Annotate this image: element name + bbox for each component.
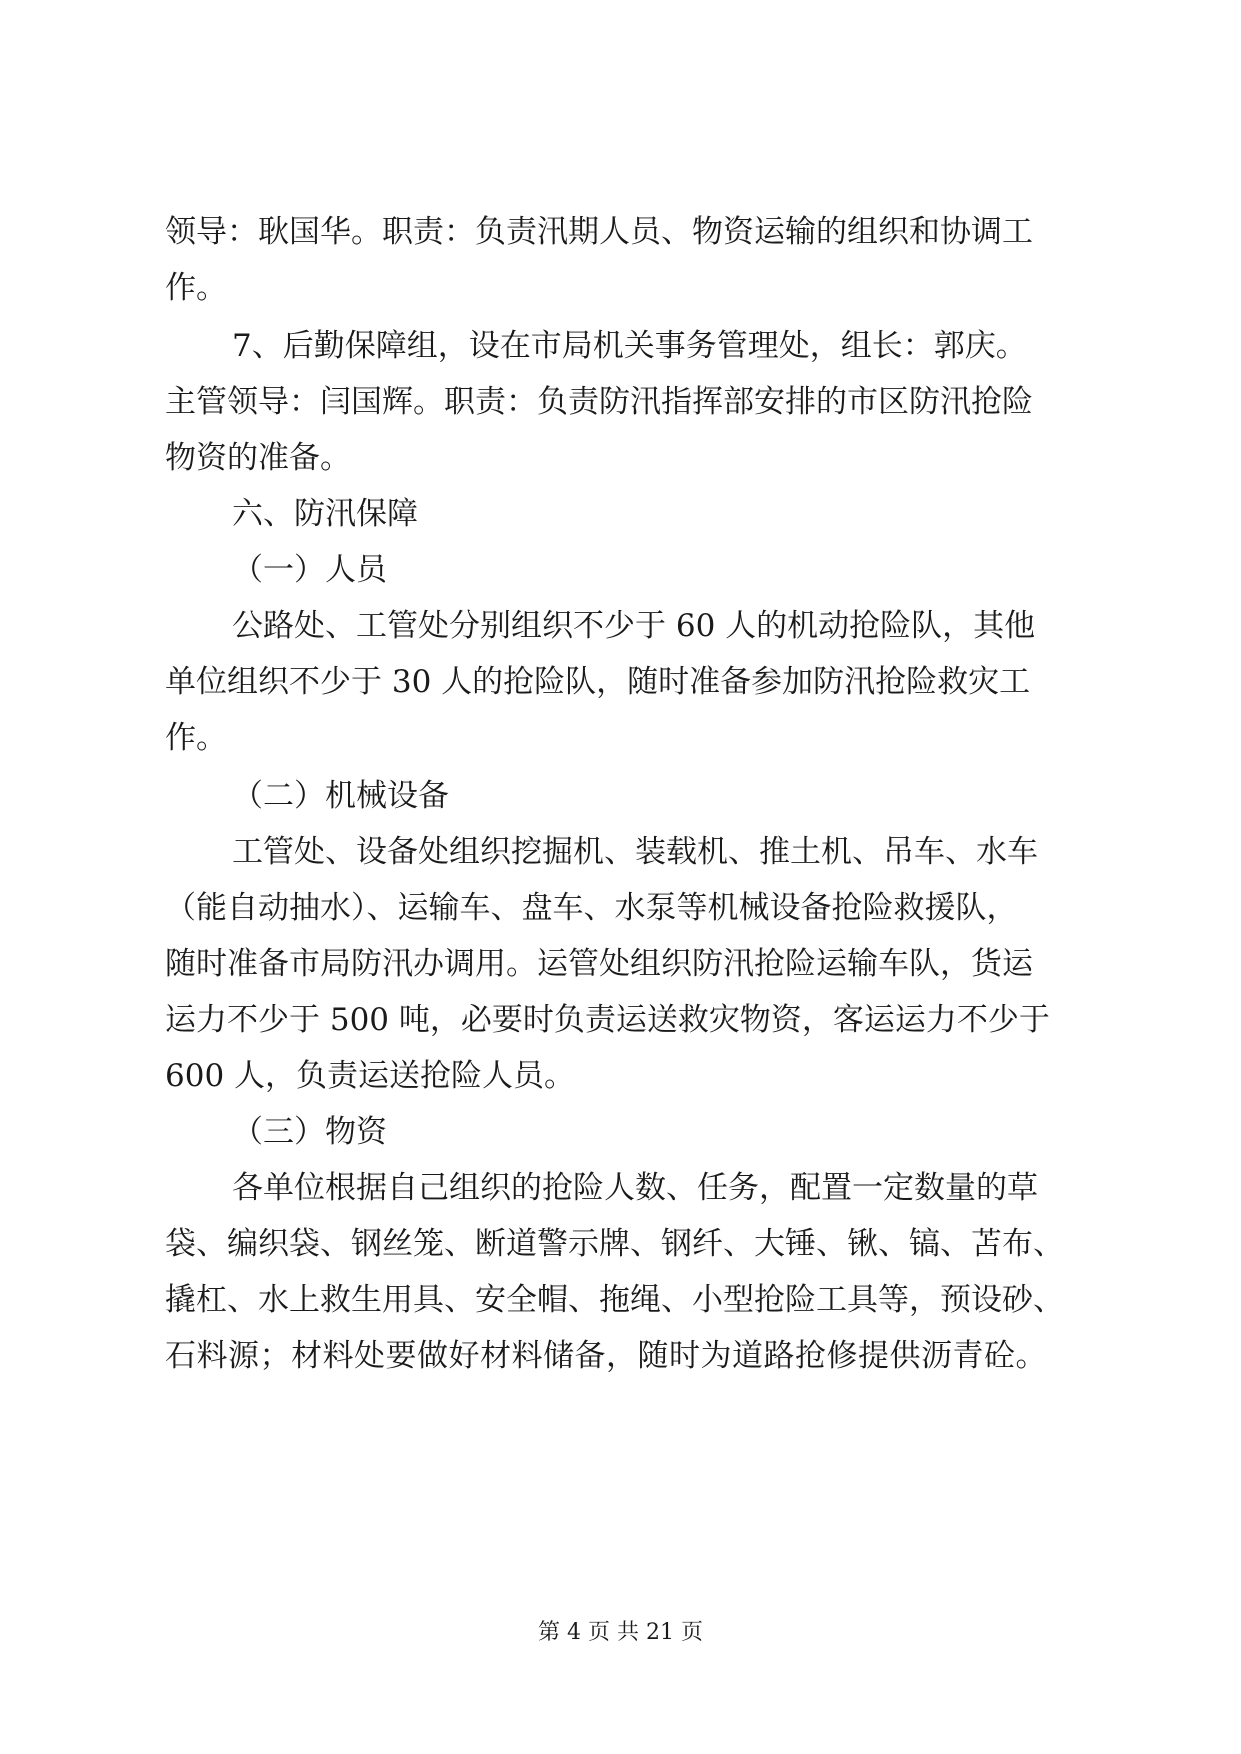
text-line-21: 石料源；材料处要做好材料储备，随时为道路抢修提供沥青砼。	[165, 1338, 1047, 1374]
text-line-9: 单位组织不少于 30 人的抢险队，随时准备参加防汛抢险救灾工	[165, 664, 1031, 700]
subheading-machinery: （二）机械设备	[232, 778, 449, 814]
text-line-3: 7、后勤保障组，设在市局机关事务管理处，组长：郭庆。	[232, 328, 1027, 364]
text-line-12: 工管处、设备处组织挖掘机、装载机、推土机、吊车、水车	[232, 834, 1038, 870]
text-line-5: 物资的准备。	[165, 440, 351, 476]
text-line-2: 作。	[165, 270, 227, 306]
text-line-1: 领导：耿国华。职责：负责汛期人员、物资运输的组织和协调工	[165, 214, 1033, 250]
subheading-personnel: （一）人员	[232, 552, 387, 588]
text-line-8: 公路处、工管处分别组织不少于 60 人的机动抢险队，其他	[232, 608, 1036, 644]
text-line-13: （能自动抽水）、运输车、盘车、水泵等机械设备抢险救援队，	[165, 890, 1018, 926]
text-line-4: 主管领导：闫国辉。职责：负责防汛指挥部安排的市区防汛抢险	[165, 384, 1033, 420]
text-line-15: 运力不少于 500 吨，必要时负责运送救灾物资，客运运力不少于	[165, 1002, 1050, 1038]
text-line-19: 袋、编织袋、钢丝笼、断道警示牌、钢纤、大锤、锹、镐、苫布、	[165, 1226, 1064, 1262]
text-line-20: 撬杠、水上救生用具、安全帽、拖绳、小型抢险工具等，预设砂、	[165, 1282, 1064, 1318]
section-heading-flood-protection: 六、防汛保障	[232, 496, 418, 532]
page-number-footer: 第 4 页 共 21 页	[538, 1620, 703, 1645]
text-line-18: 各单位根据自己组织的抢险人数、任务，配置一定数量的草	[232, 1170, 1038, 1206]
text-line-14: 随时准备市局防汛办调用。运管处组织防汛抢险运输车队，货运	[165, 946, 1033, 982]
text-line-16: 600 人，负责运送抢险人员。	[165, 1058, 576, 1094]
subheading-materials: （三）物资	[232, 1114, 387, 1150]
text-line-10: 作。	[165, 720, 227, 756]
